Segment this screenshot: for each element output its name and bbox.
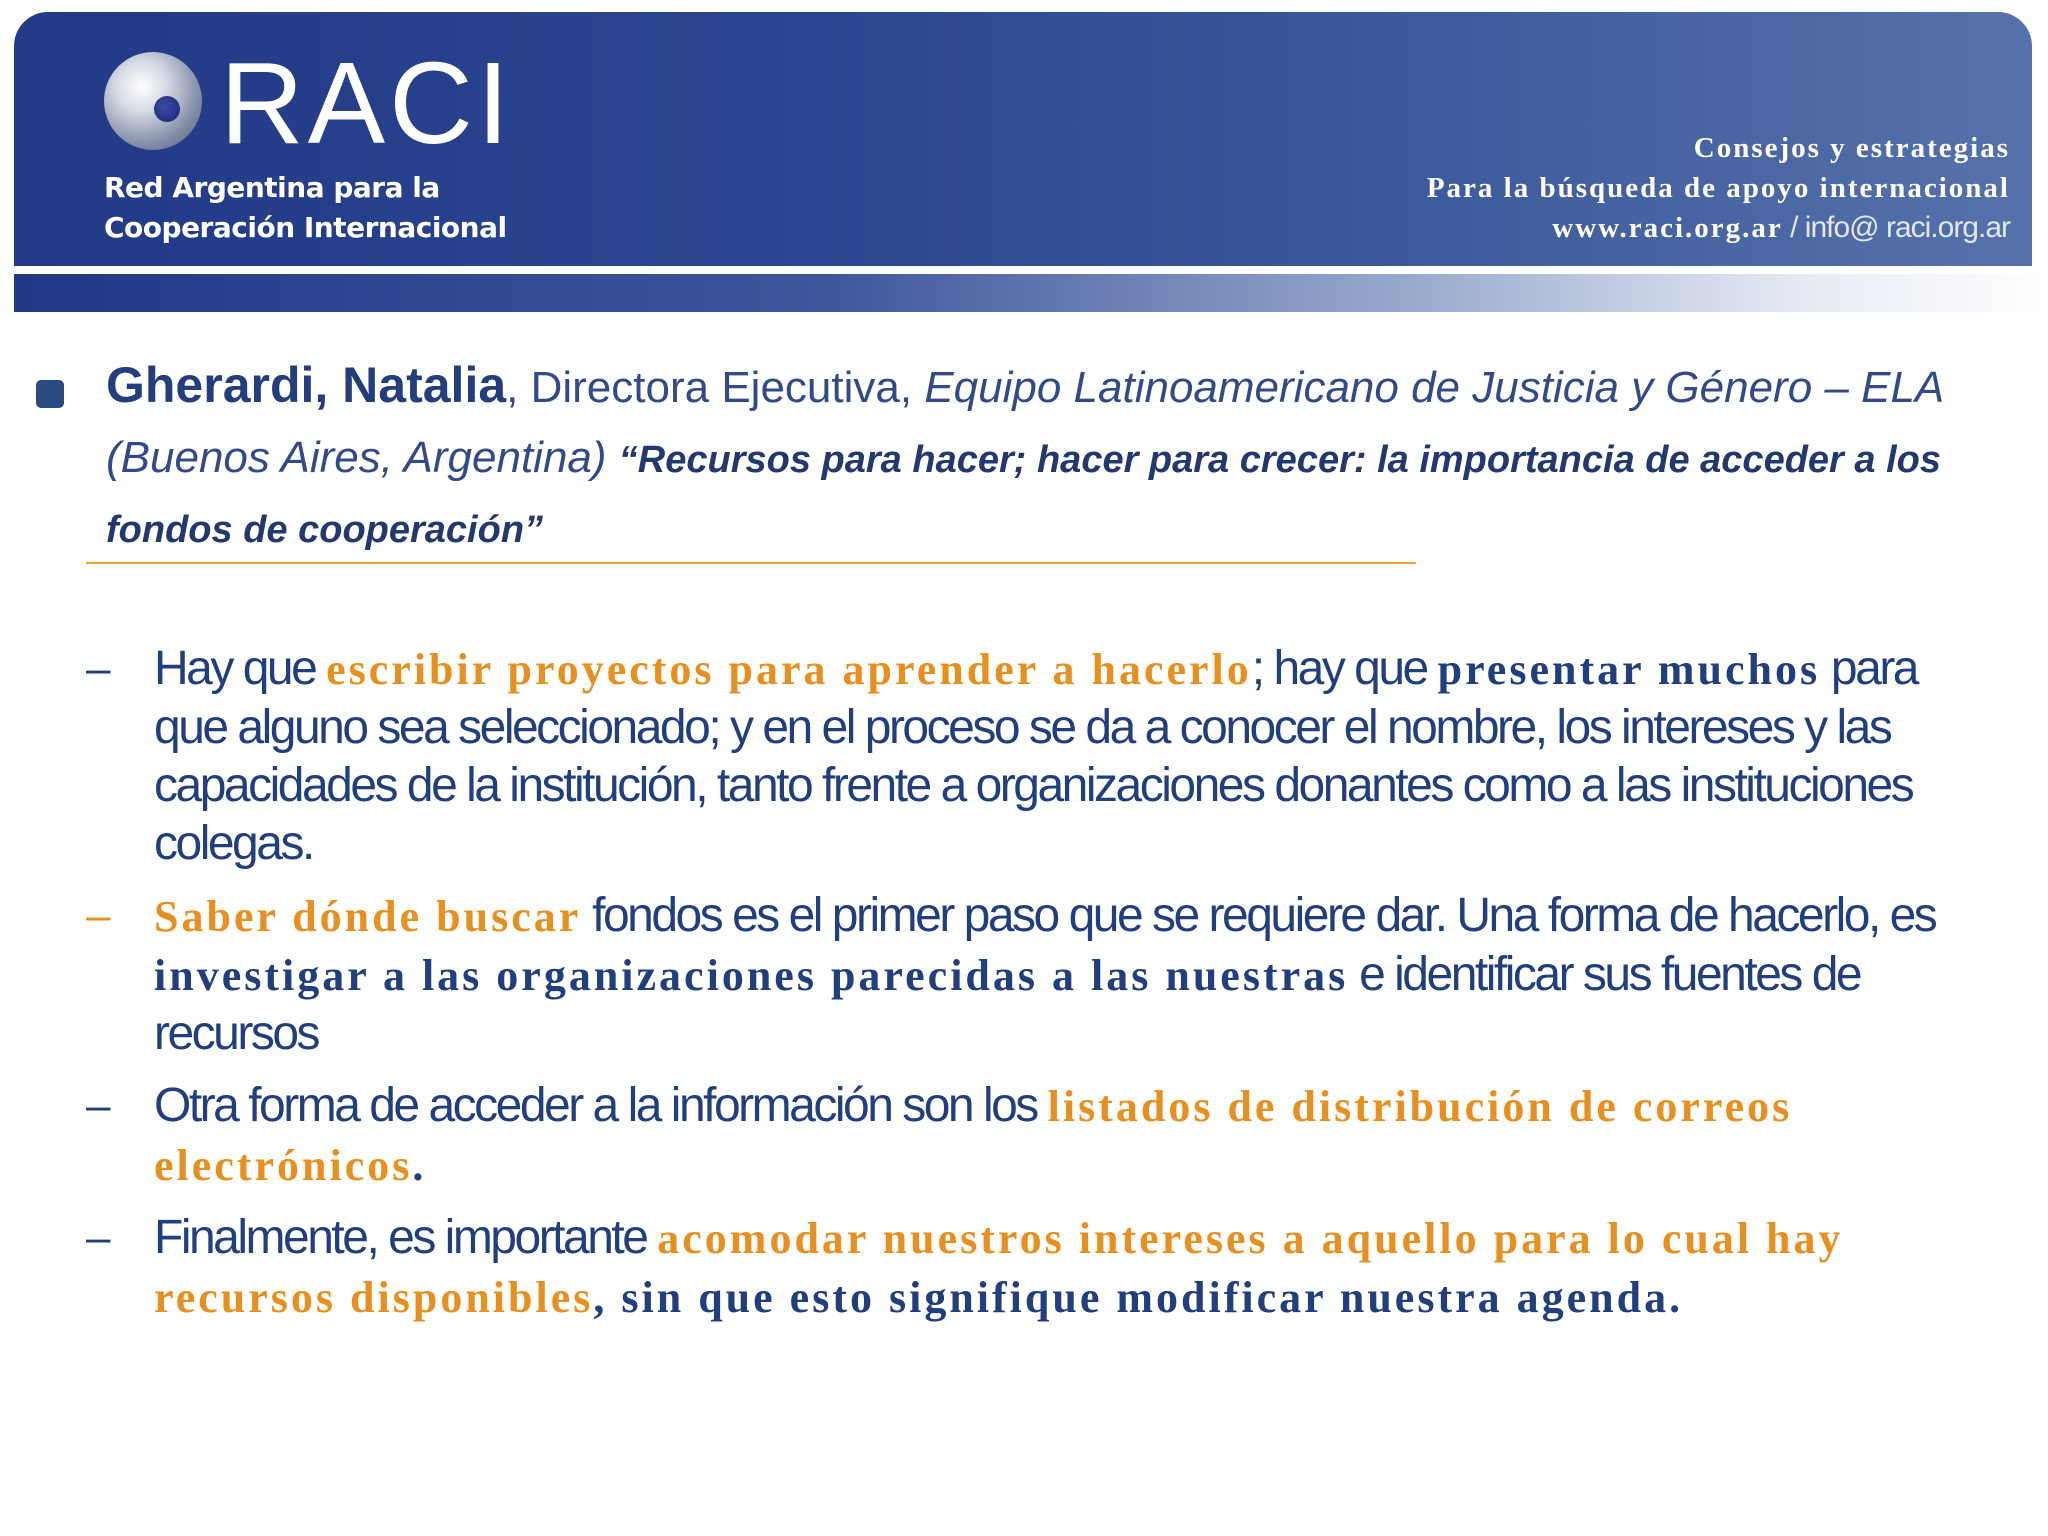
point-emphasis: investigar a las organizaciones parecidas a las nuestras [154,951,1349,1000]
point-text: Otra forma de acceder a la información son los [154,1079,1048,1132]
header-contact [1427,208,2010,248]
dash-bullet: – [86,644,111,693]
contact-separator: / [1782,211,1805,244]
point-text: fondos es el primer paso que se requiere dar. Una forma de hacerlo, es [581,889,1936,942]
header-info [1427,128,2010,248]
header-gradient-stripe [14,274,2048,312]
logo-tagline-line2: Cooperación Internacional [104,211,507,244]
logo-globe-icon [104,52,202,150]
header-banner [14,12,2032,266]
speaker-role: , Directora Ejecutiva, [506,363,925,412]
list-item [86,1209,1986,1327]
talk-title: “Recursos para hacer; hacer para crecer: la importancia de acceder a los fondos de cooperación” [106,439,1941,551]
list-item [86,640,1986,873]
point-emphasis: presentar muchos [1437,645,1821,694]
website-link[interactable]: www.raci.org.ar [1552,212,1783,244]
point-highlight: listados de distribución de correos electrónicos [154,1082,1793,1190]
dash-bullet: – [86,1081,111,1130]
dash-bullet: – [86,891,111,940]
logo-tagline [104,168,507,248]
points-list [86,640,1986,1341]
point-emphasis: , sin que esto signifique modificar nuestra agenda. [593,1273,1684,1322]
list-item [86,1077,1986,1195]
point-text: Finalmente, es importante [154,1211,658,1264]
speaker-organization: Equipo Latinoamericano de Justicia y Género – ELA (Buenos Aires, Argentina) [106,363,1943,482]
bullet-square-icon [36,380,64,408]
logo-wordmark: RACI [220,38,514,168]
point-highlight: Saber dónde buscar [154,892,582,941]
list-item [86,887,1986,1063]
header-subtitle-2: Para la búsqueda de apoyo internacional [1426,172,2010,204]
point-emphasis: . [412,1141,427,1190]
email-link[interactable]: info@ raci.org.ar [1804,211,2010,244]
point-highlight: acomodar nuestros intereses a aquello para lo cual hay recursos disponibles [154,1214,1844,1322]
point-text: e identificar sus fuentes de recursos [154,948,1861,1060]
speaker-name: Gherardi, Natalia [106,357,507,413]
dash-bullet: – [86,1213,111,1262]
section-divider [86,562,1416,564]
speaker-block [106,350,1986,563]
header-subtitle: Consejos y estrategias [1693,132,2010,164]
logo-tagline-line1: Red Argentina para la [104,171,440,204]
point-highlight: escribir proyectos para aprender a hacerlo [326,645,1252,694]
point-text: Hay que [154,642,327,695]
point-text: para que alguno sea seleccionado; y en el proceso se da a conocer el nombre, los intereses y las capacidades de la institución, tanto frente a organizaciones donantes como a las instituciones colegas. [154,642,1917,870]
point-text: ; hay que [1251,642,1438,695]
